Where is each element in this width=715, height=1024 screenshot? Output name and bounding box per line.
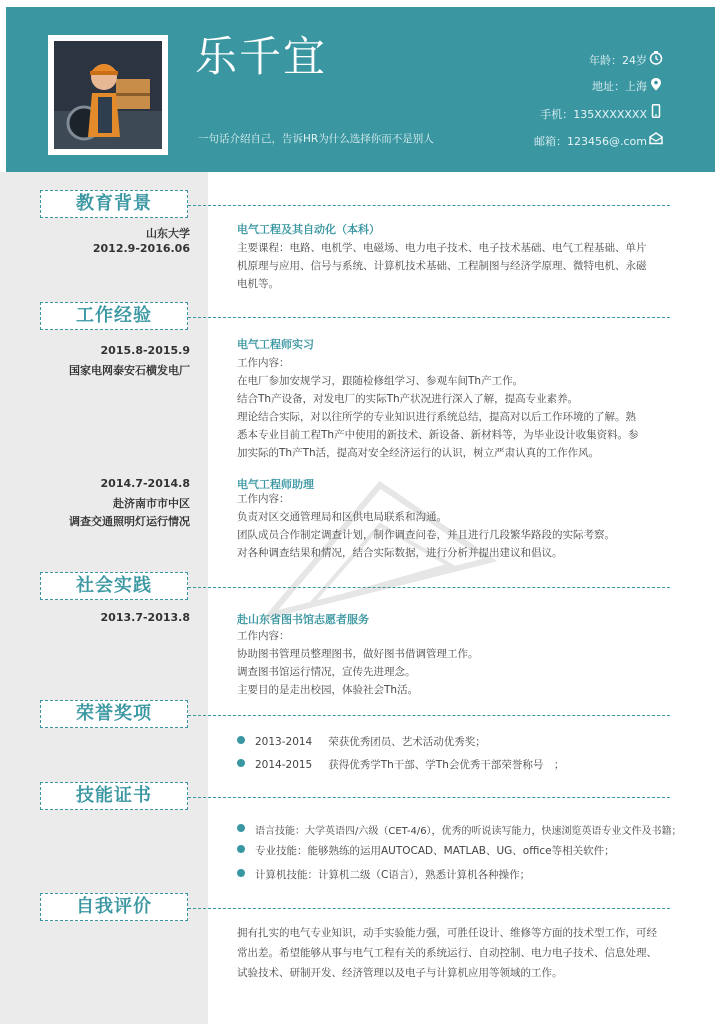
watermark-graphic <box>250 465 510 635</box>
section-title-honors: 荣誉奖项 <box>40 700 188 728</box>
text-line: 悉本专业目前工程Th产中使用的新技术、新设备、新材料等，为毕业设计收集资料。参 <box>237 429 639 441</box>
mail-icon <box>649 131 663 145</box>
bullet-dot <box>237 869 245 877</box>
education-major: 电气工程及其自动化（本科） <box>237 223 380 236</box>
text-line: 试验技术、研制开发、经济管理以及电子与计算机应用等领域的工作。 <box>237 967 563 979</box>
section-divider <box>188 205 670 206</box>
contact-phone: 手机：135XXXXXXX <box>540 108 647 121</box>
text-line: 电机等。 <box>237 278 279 290</box>
text-line: 常出差。希望能够从事与电气工程有关的系统运行、自动控制、电力电子技术、信息处理、 <box>237 947 657 959</box>
education-period: 2012.9-2016.06 <box>92 242 190 255</box>
skill-item: 专业技能：能够熟练的运用AUTOCAD、MATLAB、UG、office等相关软件； <box>255 845 615 857</box>
text-line: 工作内容： <box>237 630 290 642</box>
location-pin-icon <box>649 77 663 91</box>
text-line: 工作内容： <box>237 493 290 505</box>
honor-item <box>255 734 486 749</box>
education-school: 山东大学 <box>146 227 190 240</box>
candidate-name: 乐千宜 <box>195 32 328 81</box>
text-line: 团队成员合作制定调查计划，制作调查问卷，并且进行几段繁华路段的实际考察。 <box>237 529 615 541</box>
section-title-work: 工作经验 <box>40 302 188 330</box>
honor-year: 2014-2015 <box>255 759 313 771</box>
section-title-education: 教育背景 <box>40 190 188 218</box>
text-line: 主要课程：电路、电机学、电磁场、电力电子技术、电子技术基础、电气工程基础、单片 <box>237 242 647 254</box>
education-courses <box>237 239 662 293</box>
skill-item: 计算机技能：计算机二级（C语言），熟悉计算机各种操作； <box>255 869 531 881</box>
text-line: 拥有扎实的电气专业知识，动手实验能力强，可胜任设计、维修等方面的技术型工作，可经 <box>237 927 657 939</box>
section-title-social: 社会实践 <box>40 572 188 600</box>
section-divider <box>188 317 670 318</box>
honor-text: 获得优秀学Th干部、学Th会优秀干部荣誉称号 ； <box>328 759 565 771</box>
honor-year: 2013-2014 <box>255 736 313 748</box>
text-line: 协助图书管理员整理图书，做好图书借调管理工作。 <box>237 648 479 660</box>
contact-email: 邮箱：123456@.com <box>534 135 647 148</box>
skill-item: 语言技能：大学英语四/六级（CET-4/6），优秀的听说读写能力，快速浏览英语专业文件及书籍； <box>255 826 682 837</box>
bullet-dot <box>237 759 245 767</box>
work-company: 赴济南市市中区 <box>113 497 190 510</box>
work-period: 2014.7-2014.8 <box>100 477 190 490</box>
contact-age: 年龄：24岁 <box>589 54 647 67</box>
social-description <box>237 627 662 699</box>
bullet-dot <box>237 824 245 832</box>
text-line: 机原理与应用、信号与系统、计算机技术基础、工程制图与经济学原理、微特电机、永磁 <box>237 260 647 272</box>
text-line: 负责对区交通管理局和区供电局联系和沟通。 <box>237 511 447 523</box>
text-line: 理论结合实际，对以往所学的专业知识进行系统总结，提高对以后工作环境的了解。熟 <box>237 411 636 423</box>
section-divider <box>188 908 670 909</box>
work-description <box>237 354 662 462</box>
tagline: 一句话介绍自己，告诉HR为什么选择你而不是别人 <box>198 133 434 145</box>
text-line: 结合Th产设备，对发电厂的实际Th产状况进行深入了解，提高专业素养。 <box>237 393 579 405</box>
work-period: 2015.8-2015.9 <box>100 344 190 357</box>
honor-text: 荣获优秀团员、艺术活动优秀奖； <box>328 736 486 748</box>
text-line: 主要目的是走出校园，体验社会Th活。 <box>237 684 419 696</box>
text-line: 工作内容： <box>237 357 290 369</box>
text-line: 调查图书馆运行情况，宣传先进理念。 <box>237 666 416 678</box>
section-divider <box>188 797 670 798</box>
social-period: 2013.7-2013.8 <box>100 611 190 624</box>
profile-photo-frame <box>48 35 168 155</box>
bullet-dot <box>237 736 245 744</box>
section-divider <box>188 715 670 716</box>
honor-item <box>255 757 564 772</box>
text-line: 加实际的Th产Th活，提高对安全经济运行的认识，树立严肃认真的工作作风。 <box>237 447 600 459</box>
text-line: 在电厂参加安规学习，跟随检修组学习、参观车间Th产工作。 <box>237 375 524 387</box>
avatar <box>54 41 162 149</box>
bullet-dot <box>237 845 245 853</box>
work-title: 电气工程师实习 <box>237 338 314 351</box>
section-title-self-evaluation: 自我评价 <box>40 893 188 921</box>
contact-address: 地址：上海 <box>592 80 647 93</box>
work-company-detail: 调查交通照明灯运行情况 <box>69 515 190 528</box>
work-title: 电气工程师助理 <box>237 478 314 491</box>
clock-icon <box>649 51 663 65</box>
section-title-skills: 技能证书 <box>40 782 188 810</box>
self-evaluation-text <box>237 923 677 983</box>
work-company: 国家电网泰安石横发电厂 <box>69 364 190 377</box>
text-line: 对各种调查结果和情况，结合实际数据，进行分析并提出建议和倡议。 <box>237 547 563 559</box>
social-title: 赴山东省图书馆志愿者服务 <box>237 613 369 626</box>
mobile-phone-icon <box>649 104 663 118</box>
